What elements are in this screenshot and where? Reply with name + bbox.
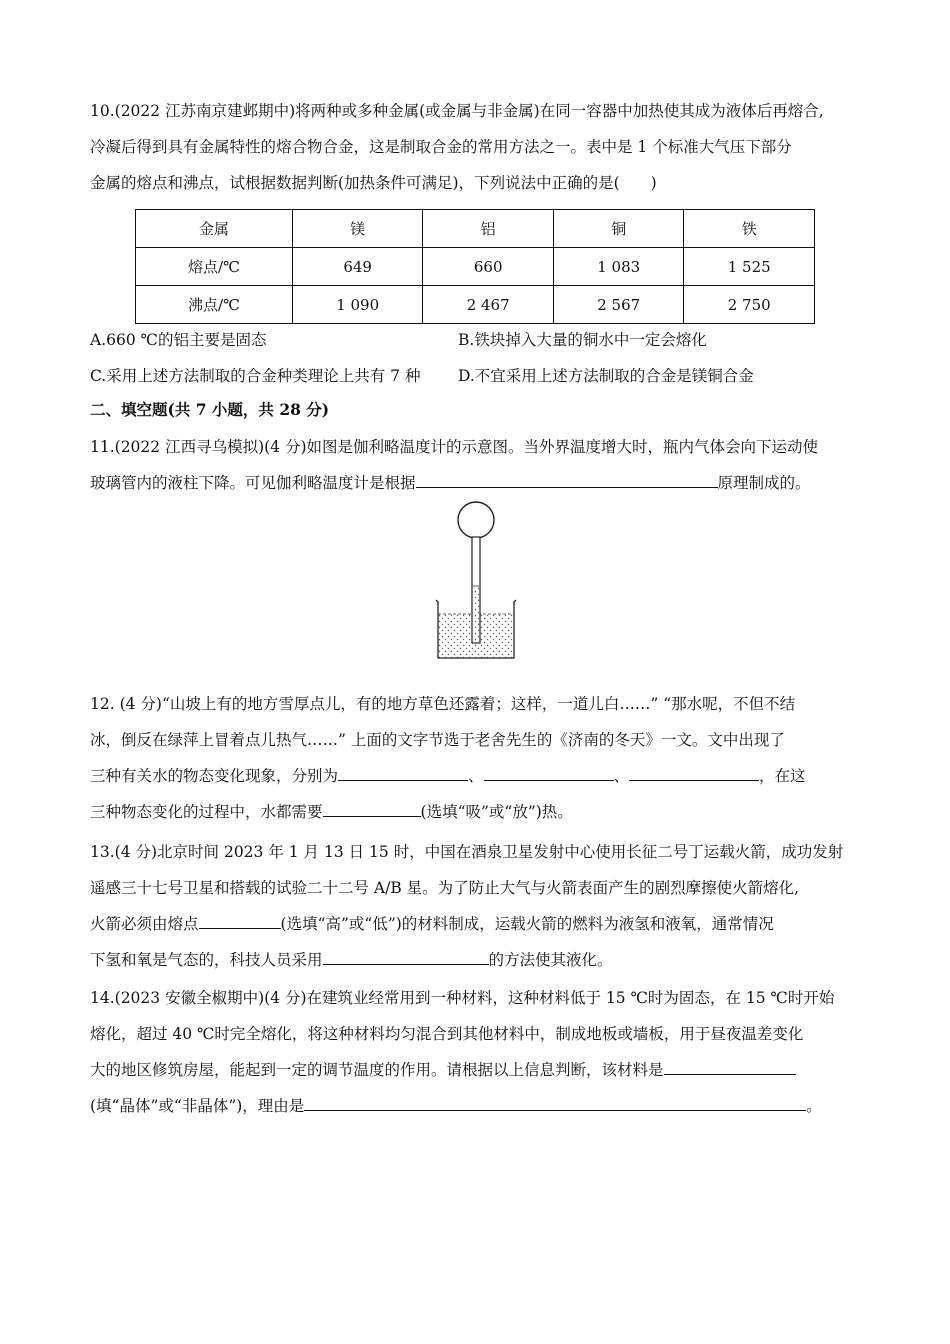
q14-line-1: 14.(2023 安徽全椒期中)(4 分)在建筑业经常用到一种材料，这种材料低于 15 ℃时为固态，在 15 ℃时开始: [90, 989, 835, 1007]
table-cell: 660: [423, 248, 554, 286]
section-2-title: [90, 396, 329, 424]
q12-answer-blank-4[interactable]: [323, 798, 421, 817]
question-13: [90, 834, 870, 978]
option-a[interactable]: A.660 ℃的铝主要是固态: [90, 331, 267, 349]
q14-answer-blank-1[interactable]: [664, 1056, 796, 1075]
glass-bulb: [458, 502, 494, 538]
section-title-text: 二、填空题: [90, 400, 168, 419]
q11-answer-blank[interactable]: [416, 469, 718, 488]
metal-data-table: [135, 209, 815, 324]
header-cell: 金属: [136, 210, 293, 248]
q12-line-1: 12. (4 分)“山坡上有的地方雪厚点儿，有的地方草色还露着；这样，一道儿白……” “那水呢，不但不结: [90, 695, 796, 713]
galileo-thermometer-figure: [432, 500, 522, 662]
separator: 、: [613, 767, 630, 785]
q10-line-2: 冷凝后得到具有金属特性的熔合物合金，这是制取合金的常用方法之一。表中是 1 个标准大气压下部分: [90, 138, 792, 156]
q12-line-3-start: 三种有关水的物态变化现象，分别为: [90, 767, 339, 785]
q11-line-2-start: 玻璃管内的液柱下降。可见伽利略温度计是根据: [90, 474, 416, 492]
table-cell: 沸点/℃: [136, 286, 293, 324]
table-cell: 2 467: [423, 286, 554, 324]
q14-line-2: 熔化，超过 40 ℃时完全熔化，将这种材料均匀混合到其他材料中，制成地板或墙板，用于昼夜温差变化: [90, 1025, 804, 1043]
q12-line-2: 冰，倒反在绿萍上冒着点儿热气……” 上面的文字节选于老舍先生的《济南的冬天》一文。文中出现了: [90, 731, 785, 749]
table-cell: 649: [292, 248, 423, 286]
q13-line-4-end: 的方法使其液化。: [488, 951, 613, 969]
q13-answer-blank-2[interactable]: [323, 946, 489, 965]
q12-line-4-start: 三种物态变化的过程中，水都需要: [90, 803, 323, 821]
q12-answer-blank-3[interactable]: [629, 762, 759, 781]
table-cell: 1 083: [553, 248, 684, 286]
q13-line-1: 13.(4 分)北京时间 2023 年 1 月 13 日 15 时，中国在酒泉卫星发射中心使用长征二号丁运载火箭，成功发射: [90, 843, 844, 861]
q10-line-3: 金属的熔点和沸点，试根据数据判断(加热条件可满足)，下列说法中正确的是( ): [90, 174, 657, 192]
q14-line-4-start: (填“晶体”或“非晶体”)，理由是: [90, 1097, 305, 1115]
question-14: [90, 980, 870, 1124]
question-12: [90, 686, 870, 830]
question-10-stem: [90, 93, 870, 201]
q12-answer-blank-1[interactable]: [338, 762, 468, 781]
section-note: (共 7 小题，共 28 分): [167, 400, 330, 419]
q10-options: [90, 322, 870, 394]
table-cell: 1 090: [292, 286, 423, 324]
q11-line-1: 11.(2022 江西寻乌模拟)(4 分)如图是伽利略温度计的示意图。当外界温度增大时，瓶内气体会向下运动使: [90, 438, 819, 456]
q12-answer-blank-2[interactable]: [484, 762, 614, 781]
q13-answer-blank-1[interactable]: [199, 910, 281, 929]
q13-line-2: 遥感三十七号卫星和搭载的试验二十二号 A/B 星。为了防止大气与火箭表面产生的剧烈摩擦使火箭熔化,: [90, 879, 800, 897]
q13-line-4-start: 下氢和氧是气态的，科技人员采用: [90, 951, 323, 969]
header-cell: 铁: [684, 210, 815, 248]
q11-line-2-end: 原理制成的。: [717, 474, 811, 492]
liquid-column: [473, 586, 479, 642]
q10-line-1: 10.(2022 江苏南京建邺期中)将两种或多种金属(或金属与非金属)在同一容器中加热使其成为液体后再熔合,: [90, 102, 824, 120]
table-row-melting-point: [136, 248, 815, 286]
q13-line-3-end: (选填“高”或“低”)的材料制成，运载火箭的燃料为液氢和液氧，通常情况: [280, 915, 774, 933]
q14-answer-blank-2[interactable]: [304, 1092, 806, 1111]
table-header-row: [136, 210, 815, 248]
q14-line-3-start: 大的地区修筑房屋，能起到一定的调节温度的作用。请根据以上信息判断，该材料是: [90, 1061, 664, 1079]
table-cell: 2 567: [553, 286, 684, 324]
header-cell: 铝: [423, 210, 554, 248]
q14-line-4-end: 。: [806, 1097, 822, 1115]
q13-line-3-start: 火箭必须由熔点: [90, 915, 199, 933]
q12-line-3-end: ，在这: [759, 767, 806, 785]
separator: 、: [468, 767, 484, 785]
table-row-boiling-point: [136, 286, 815, 324]
q12-line-4-end: (选填“吸”或“放”)热。: [420, 803, 573, 821]
option-b[interactable]: B.铁块掉入大量的铜水中一定会熔化: [458, 331, 707, 349]
question-11: [90, 429, 870, 501]
option-c[interactable]: C.采用上述方法制取的合金种类理论上共有 7 种: [90, 367, 421, 385]
table-cell: 熔点/℃: [136, 248, 293, 286]
table-cell: 1 525: [684, 248, 815, 286]
header-cell: 铜: [553, 210, 684, 248]
option-d[interactable]: D.不宜采用上述方法制取的合金是镁铜合金: [458, 367, 754, 385]
header-cell: 镁: [292, 210, 423, 248]
table-cell: 2 750: [684, 286, 815, 324]
